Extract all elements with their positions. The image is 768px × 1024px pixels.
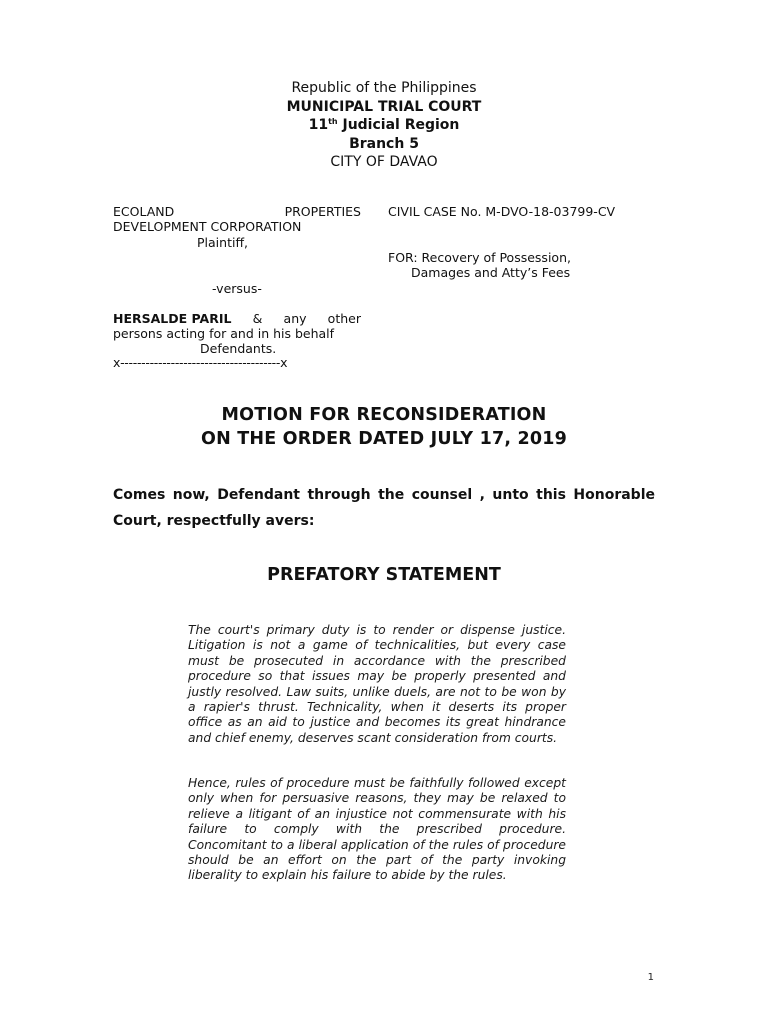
section-heading: PREFATORY STATEMENT <box>267 565 501 585</box>
defendant-any: any <box>283 311 307 326</box>
motion-title-line1: MOTION FOR RECONSIDERATION <box>221 405 547 425</box>
case-number: CIVIL CASE No. M-DVO-18-03799-CV <box>388 204 616 219</box>
plaintiff-role: Plaintiff, <box>197 235 249 250</box>
versus-label: -versus- <box>212 281 262 296</box>
header-court-name: MUNICIPAL TRIAL COURT <box>286 98 482 115</box>
opening-paragraph: Comes now, Defendant through the counsel , unto this Honorable Court, respectfully avers: <box>113 487 655 529</box>
header-judicial-region <box>0 116 768 135</box>
defendant-name-line1 <box>113 311 361 327</box>
case-nature-line2: Damages and Atty’s Fees <box>411 265 571 280</box>
quoted-paragraph-2: Hence, rules of procedure must be faithfully followed except only when for persuasive reasons, they may be relaxed to relieve a litigant of an injustice not commensurate with his failure to comply with the prescribed procedure. Concomitant to a liberal application of the rules of procedure should be an effort on the part of the party invoking liberality to explain his failure to abide by the rules. <box>188 776 566 883</box>
plaintiff-name-line2: DEVELOPMENT CORPORATION <box>113 219 302 234</box>
case-nature-line1: FOR: Recovery of Possession, <box>388 250 571 265</box>
plaintiff-name-part1: ECOLAND <box>113 204 175 219</box>
header-republic: Republic of the Philippines <box>291 80 477 96</box>
quoted-paragraph-1: The court's primary duty is to render or dispense justice. Litigation is not a game of technicalities, but every case must be prosecuted in accordance with the prescribed procedure so that issues may be properly presented and justly resolved. Law suits, unlike duels, are not to be won by a rapier's thrust. Technicality, when it deserts its proper office as an aid to justice and becomes its great hindrance and chief enemy, deserves scant consideration from courts. <box>188 623 566 745</box>
defendant-other: other <box>327 311 361 326</box>
plaintiff-name-part2: PROPERTIES <box>284 204 361 219</box>
plaintiff-name-line1 <box>113 204 361 220</box>
defendant-name: HERSALDE PARIL <box>113 311 232 326</box>
caption-divider: x--------------------------------------x <box>113 355 288 370</box>
defendant-name-line2: persons acting for and in his behalf <box>113 326 335 341</box>
page-number: 1 <box>647 972 654 983</box>
region-suffix: th <box>328 117 338 126</box>
defendant-role: Defendants. <box>200 341 277 356</box>
region-text: Judicial Region <box>342 117 460 133</box>
region-number: 11 <box>308 117 329 133</box>
header-city: CITY OF DAVAO <box>330 154 438 170</box>
motion-title-line2: ON THE ORDER DATED JULY 17, 2019 <box>201 429 567 449</box>
motion-title <box>0 403 768 451</box>
court-header <box>0 79 768 172</box>
header-branch: Branch 5 <box>349 135 419 152</box>
defendant-amp: & <box>252 311 263 326</box>
